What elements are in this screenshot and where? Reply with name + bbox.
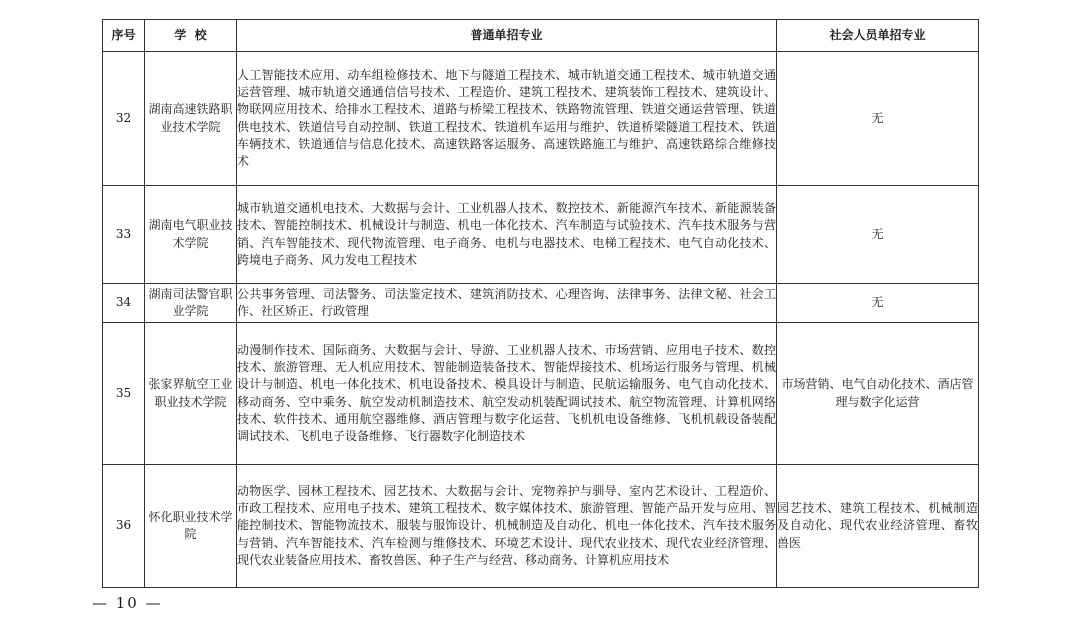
header-regular-majors: 普通单招专业 xyxy=(237,20,777,52)
row-serial-number: 33 xyxy=(103,186,145,284)
row-school-name: 湖南司法警官职业学院 xyxy=(145,284,237,323)
row-school-name: 张家界航空工业职业技术学院 xyxy=(145,323,237,465)
row-school-name: 湖南高速铁路职业技术学院 xyxy=(145,52,237,186)
row-social-majors: 无 xyxy=(777,284,979,323)
row-serial-number: 35 xyxy=(103,323,145,465)
row-regular-majors: 动漫制作技术、国际商务、大数据与会计、导游、工业机器人技术、市场营销、应用电子技术、数控技术、旅游管理、无人机应用技术、智能制造装备技术、智能焊接技术、机场运行服务与管理、机械设计与制造、机电一体化技术、机电设备技术、模具设计与制造、民航运输服务、电气自动化技术、移动商务、空中乘务、航空发动机制造技术、航空发动机装配调试技术、航空物流管理、计算机网络技术、软件技术、通用航空器维修、酒店管理与数字化运营、飞机机电设备维修、飞机机载设备装配调试技术、飞机电子设备维修、飞行器数字化制造技术 xyxy=(237,323,777,465)
row-regular-majors: 动物医学、园林工程技术、园艺技术、大数据与会计、宠物养护与驯导、室内艺术设计、工程造价、市政工程技术、应用电子技术、建筑工程技术、数字媒体技术、旅游管理、智能产品开发与应用、智能控制技术、智能物流技术、服装与服饰设计、机械制造及自动化、机电一体化技术、汽车技术服务与营销、汽车智能技术、汽车检测与维修技术、环境艺术设计、现代农业技术、现代农业经济管理、现代农业装备应用技术、畜牧兽医、种子生产与经营、移动商务、计算机应用技术 xyxy=(237,465,777,588)
row-social-majors: 市场营销、电气自动化技术、酒店管理与数字化运营 xyxy=(777,323,979,465)
table-header-row xyxy=(103,20,979,52)
admissions-table xyxy=(102,19,979,588)
table-row xyxy=(103,284,979,323)
row-regular-majors: 公共事务管理、司法警务、司法鉴定技术、建筑消防技术、心理咨询、法律事务、法律文秘、社会工作、社区矫正、行政管理 xyxy=(237,284,777,323)
header-social-majors: 社会人员单招专业 xyxy=(777,20,979,52)
row-regular-majors: 城市轨道交通机电技术、大数据与会计、工业机器人技术、数控技术、新能源汽车技术、新能源装备技术、智能控制技术、机械设计与制造、机电一体化技术、汽车制造与试验技术、汽车技术服务与营销、汽车智能技术、现代物流管理、电子商务、电机与电器技术、电梯工程技术、电气自动化技术、跨境电子商务、风力发电工程技术 xyxy=(237,186,777,284)
row-serial-number: 34 xyxy=(103,284,145,323)
row-regular-majors: 人工智能技术应用、动车组检修技术、地下与隧道工程技术、城市轨道交通工程技术、城市轨道交通运营管理、城市轨道交通通信信号技术、工程造价、建筑工程技术、建筑装饰工程技术、建筑设计、物联网应用技术、给排水工程技术、道路与桥梁工程技术、铁路物流管理、铁道交通运营管理、铁道供电技术、铁道信号自动控制、铁道工程技术、铁道机车运用与维护、铁道桥梁隧道工程技术、铁道车辆技术、铁道通信与信息化技术、高速铁路客运服务、高速铁路施工与维护、高速铁路综合维修技术 xyxy=(237,52,777,186)
row-serial-number: 32 xyxy=(103,52,145,186)
table-row xyxy=(103,186,979,284)
row-school-name: 湖南电气职业技术学院 xyxy=(145,186,237,284)
header-school: 学 校 xyxy=(145,20,237,52)
table-row xyxy=(103,323,979,465)
row-school-name: 怀化职业技术学院 xyxy=(145,465,237,588)
page-number: — 10 — xyxy=(92,594,163,612)
row-serial-number: 36 xyxy=(103,465,145,588)
row-social-majors: 无 xyxy=(777,52,979,186)
header-serial-number: 序号 xyxy=(103,20,145,52)
table-row xyxy=(103,465,979,588)
row-social-majors: 园艺技术、建筑工程技术、机械制造及自动化、现代农业经济管理、畜牧兽医 xyxy=(777,465,979,588)
row-social-majors: 无 xyxy=(777,186,979,284)
table-row xyxy=(103,52,979,186)
